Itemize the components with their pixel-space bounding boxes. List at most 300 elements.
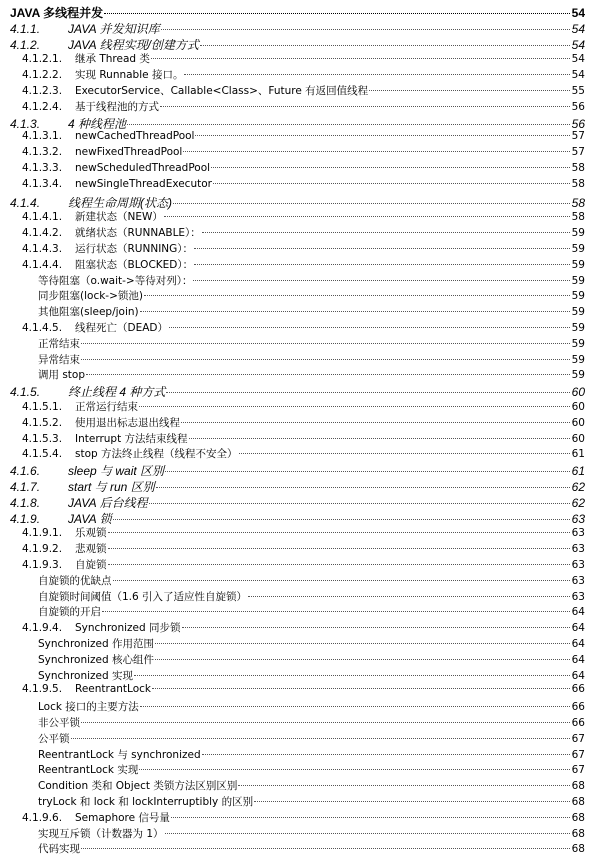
toc-entry[interactable] [38,652,585,667]
toc-entry-title: tryLock 和 lock 和 lockInterruptibly 的区别 [38,796,254,808]
toc-entry-title: 异常结束 [38,353,80,366]
toc-entry[interactable] [10,115,585,132]
toc-entry-page-number: 59 [571,337,585,350]
toc-entry-number: 4.1.5.1. [22,401,63,413]
toc-entry-label [22,178,212,190]
toc-entry-label [38,573,112,588]
toc-entry-title: 继承 Thread 类 [75,53,150,66]
toc-entry-label [38,604,101,619]
dot-leader [139,769,570,770]
dot-leader [194,248,570,249]
toc-entry-page-number: 60 [571,401,585,413]
dot-leader [86,374,570,375]
dot-leader [139,406,570,407]
toc-entry-number: 4.1.4.1. [22,211,63,224]
toc-entry-number: 4.1.4.4. [22,258,63,271]
toc-entry-number: 4.1.9.2. [22,543,63,556]
toc-entry-label [38,304,139,319]
dot-leader [164,216,570,217]
toc-entry-label [22,83,368,98]
toc-entry-page-number: 57 [571,146,585,159]
dot-leader [211,167,570,168]
toc-entry-title: 阻塞状态（BLOCKED）： [75,258,194,271]
toc-entry-number: 4.1.5.3. [22,432,63,445]
toc-entry-title: 公平锁 [38,732,70,745]
dot-leader [104,13,570,14]
toc-entry-page-number: 58 [571,162,585,174]
toc-entry-label [38,826,164,841]
toc-entry-label [22,557,107,572]
toc-entry-page-number: 63 [571,559,585,571]
toc-entry-page-number: 64 [571,653,585,666]
toc-entry[interactable] [38,747,585,762]
toc-entry-title: newCachedThreadPool [75,130,195,143]
dot-leader [155,659,570,660]
toc-entry-title: Condition 类和 Object 类锁方法区别区别 [38,780,238,793]
toc-entry-page-number: 54 [571,37,585,52]
toc-entry-page-number: 63 [571,527,585,540]
toc-entry[interactable] [10,20,585,37]
toc-entry[interactable] [22,67,585,82]
dot-leader [202,754,570,755]
toc-entry[interactable] [10,194,585,211]
toc-entry-label [10,36,199,53]
toc-entry-title: JAVA 并发知识库 [68,21,160,36]
dot-leader [200,45,570,46]
toc-entry[interactable] [10,4,585,21]
toc-entry[interactable] [38,762,585,777]
dot-leader [113,580,571,581]
toc-entry-page-number: 68 [571,796,585,808]
toc-entry-number: 4.1.3.3. [22,162,63,174]
toc-entry-label [22,415,180,430]
toc-entry-title: newFixedThreadPool [75,146,183,159]
toc-entry-page-number: 54 [571,21,585,36]
toc-entry-page-number: 56 [571,116,585,131]
toc-entry-number: 4.1.9. [10,511,41,526]
dot-leader [182,627,570,628]
dot-leader [81,848,570,849]
dot-leader [248,596,570,597]
toc-entry-title: 代码实现 [38,843,80,856]
toc-entry[interactable] [22,320,585,335]
toc-entry-title: ReentrantLock 与 synchronized [38,748,201,761]
toc-entry-page-number: 64 [571,638,585,650]
toc-entry[interactable] [10,494,585,511]
toc-entry-page-number: 63 [571,590,585,603]
toc-entry-number: 4.1.4.3. [22,243,63,255]
toc-entry[interactable] [22,683,585,695]
toc-entry-title: ReentrantLock [75,683,151,696]
toc-entry-title: Lock 接口的主要方法 [38,701,139,714]
toc-entry-label [22,146,182,158]
toc-entry-number: 4.1.5.2. [22,416,63,429]
toc-entry-title: ExecutorService、Callable<Class>、Future 有返回值线程 [75,85,369,97]
dot-leader [151,58,570,59]
toc-entry-page-number: 67 [571,764,585,777]
toc-entry-title: sleep 与 wait 区别 [68,464,165,479]
dot-leader [161,29,570,30]
dot-leader [171,817,570,818]
toc-entry-title: Synchronized 作用范围 [38,638,155,650]
toc-entry-page-number: 68 [571,811,585,824]
toc-entry[interactable] [10,36,585,53]
toc-entry[interactable] [22,257,585,272]
toc-entry-title: start 与 run 区别 [68,480,155,494]
toc-entry-number: 4.1.9.4. [22,622,63,635]
toc-entry-label [38,652,154,667]
toc-entry-label [22,446,238,461]
toc-entry[interactable] [22,178,585,190]
toc-entry-label [38,288,143,303]
toc-entry[interactable] [38,573,585,588]
toc-entry-page-number: 59 [571,258,585,271]
toc-entry-title: Synchronized 核心组件 [38,653,155,666]
dot-leader [108,532,571,533]
toc-entry-label [22,525,107,540]
toc-entry-page-number: 57 [571,130,585,143]
dot-leader [181,422,570,423]
toc-entry-title: 线程死亡（DEAD） [75,322,168,334]
toc-entry[interactable] [38,699,585,714]
toc-entry-page-number: 59 [571,243,585,255]
toc-entry-label [22,541,107,556]
toc-entry-label [38,731,70,746]
toc-entry-title: 调用 stop [38,369,86,382]
toc-entry-title: 自旋锁 [75,559,107,571]
toc-entry-number: 4.1.2.4. [22,100,63,113]
toc-entry-page-number: 67 [571,748,585,761]
toc-entry-page-number: 68 [571,780,585,793]
toc-entry[interactable] [10,478,585,495]
toc-entry-title: Synchronized 同步锁 [75,622,181,635]
toc-entry-title: 就绪状态（RUNNABLE）： [75,227,201,240]
toc-entry-title: 自旋锁时间阈值（1.6 引入了适应性自旋锁） [38,590,248,603]
toc-entry-label [38,762,138,777]
dot-leader [369,90,570,91]
toc-entry-label [38,747,201,762]
toc-entry-page-number: 58 [571,211,585,224]
toc-entry[interactable] [10,383,585,400]
toc-entry-label [22,67,183,82]
toc-entry-page-number: 59 [571,353,585,366]
toc-entry[interactable] [22,446,585,461]
dot-leader [183,151,570,152]
toc-entry-title: Synchronized 实现 [38,669,134,682]
toc-entry[interactable] [38,273,585,288]
dot-leader [194,264,570,265]
toc-entry[interactable] [38,778,585,793]
dot-leader [81,722,570,723]
toc-entry-number: 4.1.5. [10,385,41,400]
toc-entry-page-number: 62 [571,495,585,510]
toc-entry[interactable] [10,462,585,479]
toc-entry-number: 4.1.3.1. [22,130,63,143]
toc-entry-number: 4.1.4.2. [22,227,63,240]
toc-entry-number: 4.1.6. [10,464,41,479]
toc-entry-title: JAVA 后台线程 [68,495,148,510]
toc-entry-page-number: 60 [571,416,585,429]
dot-leader [238,785,570,786]
toc-entry-page-number: 59 [571,274,585,287]
toc-entry-page-number: 63 [571,543,585,556]
toc-entry-title: 非公平锁 [38,717,80,729]
toc-entry-page-number: 59 [571,306,585,319]
toc-entry-label [38,352,80,367]
toc-entry-title: newSingleThreadExecutor [75,177,212,190]
toc-entry[interactable] [22,146,585,158]
toc-entry-page-number: 68 [571,843,585,856]
toc-entry-number: 4.1.3. [10,116,41,131]
toc-entry-page-number: 66 [571,717,585,729]
dot-leader [189,438,570,439]
toc-entry[interactable] [22,399,585,414]
toc-entry-number: 4.1.4.5. [22,322,63,334]
toc-entry-page-number: 59 [571,227,585,240]
toc-entry-page-number: 63 [571,511,585,526]
toc-entry-label [22,431,188,446]
toc-entry-page-number: 60 [571,385,585,400]
toc-entry-label [22,209,163,224]
toc-entry-title: JAVA 锁 [68,511,112,526]
toc-entry-number: 4.1.2.2. [22,69,63,82]
toc-entry[interactable] [38,288,585,303]
toc-entry-title: 同步阻塞(lock->锁池) [38,290,143,303]
dot-leader [102,611,570,612]
toc-entry[interactable] [38,794,585,809]
toc-entry-page-number: 66 [571,701,585,714]
dot-leader [193,280,570,281]
toc-entry-label [10,20,160,37]
dot-leader [81,359,570,360]
toc-entry-title: 使用退出标志退出线程 [75,416,180,429]
toc-entry[interactable] [38,304,585,319]
toc-entry-label [10,462,164,479]
toc-entry-title: Semaphore 信号量 [75,811,170,824]
toc-entry-page-number: 56 [571,100,585,113]
toc-entry-number: 4.1.9.6. [22,811,63,824]
dot-leader [156,487,570,488]
toc-entry-label [22,99,159,114]
dot-leader [134,675,570,676]
dot-leader [166,392,570,393]
toc-entry-number: 4.1.7. [10,480,41,494]
dot-leader [144,295,570,296]
dot-leader [184,74,570,75]
toc-entry-page-number: 54 [571,53,585,66]
toc-entry[interactable] [22,415,585,430]
toc-entry-number: 4.1.9.3. [22,559,63,571]
toc-entry-label [22,620,181,635]
toc-entry-page-number: 64 [571,606,585,619]
toc-entry[interactable] [22,620,585,635]
toc-entry[interactable] [38,636,585,651]
dot-leader [165,833,570,834]
toc-entry-label [38,273,192,288]
toc-entry[interactable] [22,162,585,174]
toc-entry-label [38,336,80,351]
dot-leader [127,124,570,125]
toc-entry-title: 正常运行结束 [75,401,138,413]
toc-entry-label [22,51,150,66]
toc-entry-title: 4 种线程池 [68,116,127,131]
toc-entry[interactable] [38,352,585,367]
toc-entry[interactable] [22,209,585,224]
toc-entry-label [22,257,193,272]
toc-entry-title: ReentrantLock 实现 [38,764,139,777]
toc-entry-number: 4.1.9.5. [22,683,63,696]
toc-entry-label [10,494,148,511]
toc-entry-number: 4.1.4. [10,195,41,210]
toc-entry[interactable] [22,525,585,540]
toc-entry-title: 自旋锁的优缺点 [38,574,112,587]
toc-entry-page-number: 63 [571,574,585,587]
toc-entry-page-number: 61 [571,448,585,461]
dot-leader [195,135,570,136]
toc-entry-label [10,478,155,495]
dot-leader [169,327,570,328]
toc-entry-label [22,683,151,695]
toc-entry[interactable] [22,557,585,572]
toc-entry-title: 等待阻塞（o.wait->等待对列）： [38,274,193,287]
toc-entry-page-number: 55 [571,85,585,97]
dot-leader [113,519,570,520]
toc-entry[interactable] [38,668,585,683]
toc-entry[interactable] [10,510,585,527]
toc-entry-title: 实现互斥锁（计数器为 1） [38,827,164,840]
toc-entry-label [38,841,80,856]
toc-entry[interactable] [22,431,585,446]
toc-entry-number: 4.1.2.3. [22,85,63,97]
toc-entry[interactable] [38,731,585,746]
toc-entry-label [22,130,194,142]
toc-entry-number: 4.1.3.2. [22,146,63,159]
toc-entry-label [22,399,138,414]
dot-leader [140,311,570,312]
toc-entry-label [10,194,172,211]
toc-entry-page-number: 67 [571,732,585,745]
toc-entry[interactable] [38,336,585,351]
toc-entry-title: JAVA 线程实现/创建方式 [68,37,199,52]
toc-entry-label [38,794,253,809]
toc-entry-label [10,383,165,400]
toc-entry-page-number: 61 [571,464,585,479]
toc-entry-label [22,320,168,335]
toc-entry-title: 基于线程池的方式 [75,100,159,113]
dot-leader [155,643,570,644]
toc-entry[interactable] [22,241,585,256]
toc-entry-page-number: 58 [571,195,585,210]
toc-entry-title: 实现 Runnable 接口。 [75,69,184,82]
toc-entry[interactable] [22,99,585,114]
toc-entry[interactable] [38,589,585,604]
toc-entry-title: 其他阻塞(sleep/join) [38,306,139,319]
dot-leader [173,203,570,204]
toc-entry-page-number: 54 [571,6,585,20]
dot-leader [239,453,570,454]
dot-leader [108,564,571,565]
toc-entry-title: 运行状态（RUNNING）： [75,243,194,255]
toc-entry-label [10,510,112,527]
dot-leader [202,232,570,233]
toc-entry-title: 正常结束 [38,337,80,350]
toc-entry-title: JAVA 多线程并发 [10,6,104,20]
toc-entry-title: stop 方法终止线程（线程不安全） [75,448,238,461]
toc-entry-number: 4.1.3.4. [22,177,63,190]
toc-entry-label [22,241,193,256]
toc-entry[interactable] [22,225,585,240]
toc-entry-title: 线程生命周期(状态) [68,195,172,210]
toc-entry-label [38,778,237,793]
toc-entry-number: 4.1.1. [10,21,41,36]
dot-leader [140,706,570,707]
toc-entry-title: 新建状态（NEW） [75,211,163,224]
dot-leader [165,471,570,472]
toc-entry-page-number: 66 [571,683,585,696]
toc-entry-number: 4.1.2.1. [22,53,63,66]
dot-leader [71,738,571,739]
toc-entry-label [38,636,154,651]
dot-leader [149,503,570,504]
toc-entry[interactable] [38,841,585,856]
toc-entry-page-number: 59 [571,322,585,334]
toc-entry[interactable] [22,541,585,556]
dot-leader [81,343,570,344]
toc-entry[interactable] [38,604,585,619]
toc-entry[interactable] [38,826,585,841]
toc-entry-number: 4.1.2. [10,37,41,52]
toc-entry-label [38,589,247,604]
toc-entry-page-number: 64 [571,669,585,682]
toc-entry-page-number: 68 [571,827,585,840]
toc-entry-page-number: 58 [571,177,585,190]
toc-entry-page-number: 59 [571,290,585,303]
toc-entry[interactable] [22,810,585,825]
toc-entry-title: 悲观锁 [75,543,107,556]
toc-entry-page-number: 60 [571,432,585,445]
toc-entry-page-number: 62 [571,480,585,494]
toc-entry-number: 4.1.8. [10,495,41,510]
toc-entry-title: newScheduledThreadPool [75,162,211,174]
dot-leader [152,688,570,689]
toc-entry-title: 乐观锁 [75,527,107,540]
toc-entry-page-number: 64 [571,622,585,635]
toc-entry-title: 终止线程 4 种方式 [68,385,166,400]
toc-entry-label [22,225,201,240]
dot-leader [108,548,571,549]
toc-entry-label [10,115,126,132]
toc-entry-label [38,699,139,714]
toc-entry-number: 4.1.9.1. [22,527,63,540]
toc-entry[interactable] [22,51,585,66]
toc-entry-title: 自旋锁的开启 [38,606,101,619]
toc-entry-label [10,4,103,21]
toc-entry[interactable] [38,715,585,730]
toc-entry-label [38,367,85,382]
toc-entry[interactable] [38,367,585,382]
toc-entry-label [22,162,210,174]
dot-leader [254,801,570,802]
toc-entry[interactable] [22,130,585,142]
dot-leader [213,183,570,184]
toc-entry-title: Interrupt 方法结束线程 [75,432,188,445]
dot-leader [160,106,570,107]
toc-entry-label [22,810,170,825]
toc-entry-label [38,668,133,683]
toc-entry-label [38,715,80,730]
toc-entry-page-number: 54 [571,69,585,82]
toc-entry[interactable] [22,83,585,98]
